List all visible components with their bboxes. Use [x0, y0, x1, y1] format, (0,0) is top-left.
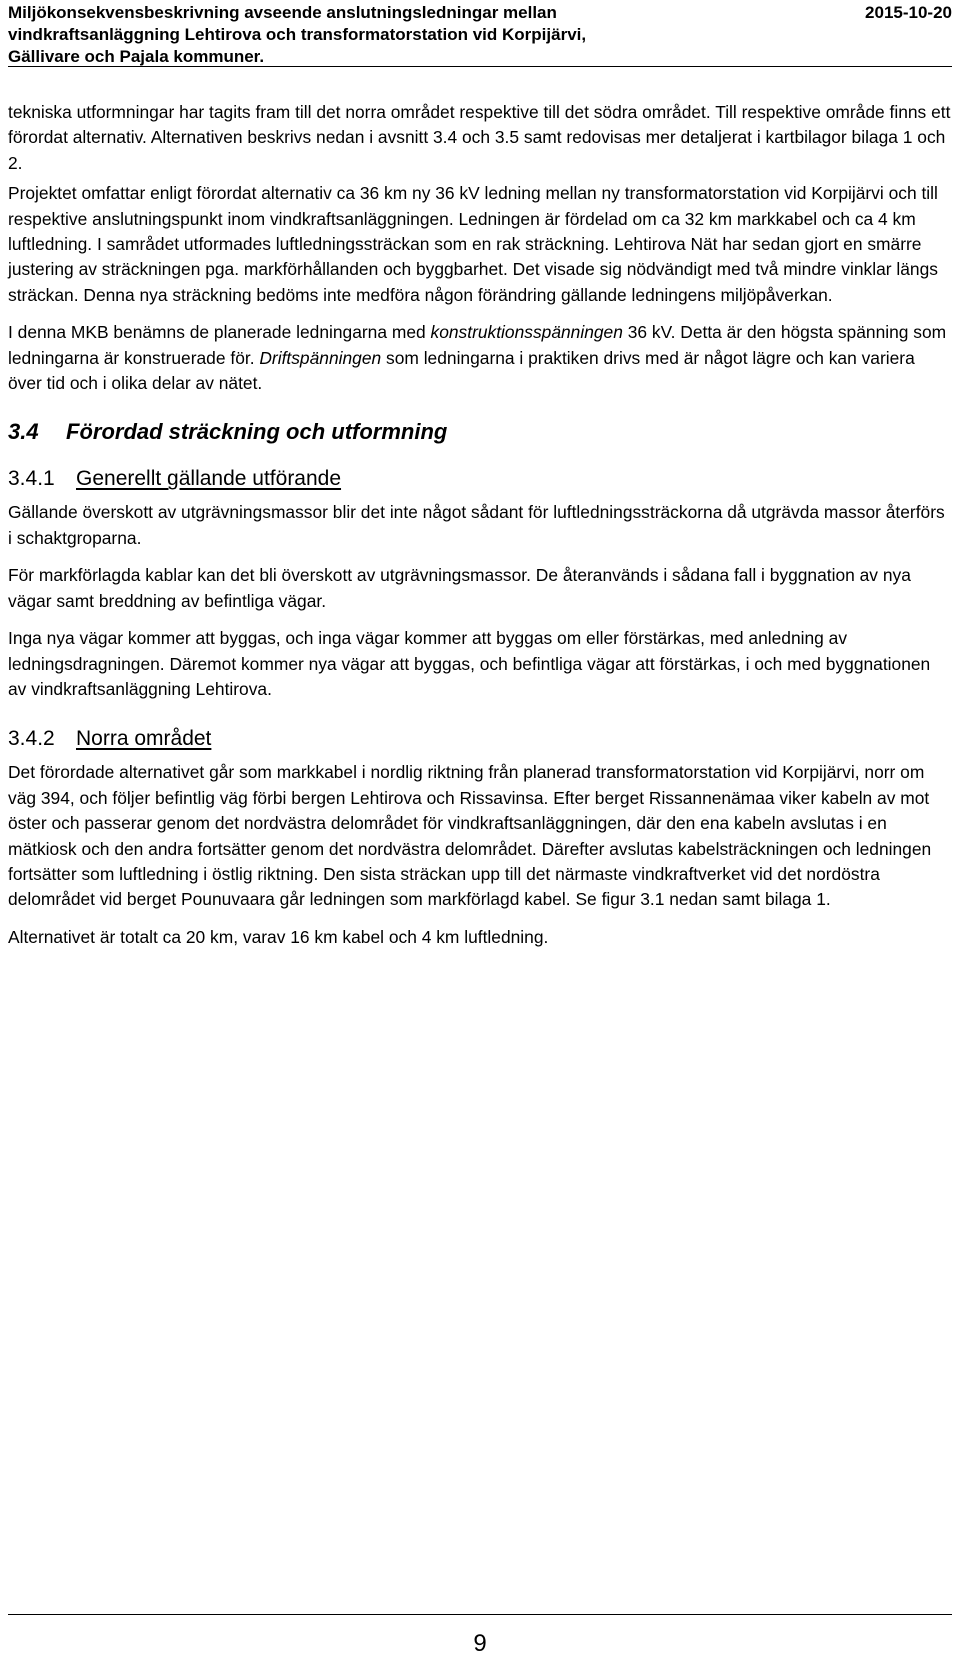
section-title: Förordad sträckning och utformning	[66, 419, 448, 445]
paragraph-excavation-cable: För markförlagda kablar kan det bli överskott av utgrävningsmassor. De återanvänds i sådana fall i byggnation av nya vägar samt breddning av befintliga vägar.	[8, 565, 911, 611]
paragraph-project-scope: Projektet omfattar enligt förordat alternativ ca 36 km ny 36 kV ledning mellan ny transformatorstation vid Korpijärvi och till respektive anslutningspunkt inom vindkraftsanläggningen. Ledningen är fördelad om ca 32 km markkabel och ca 4 km luftledning. I samrådet utformades luftledningssträckan som en rak sträckning. Lehtirova Nät har sedan gjort en smärre justering av sträckningen pga. markförhållanden och byggbarhet. Det visade sig nödvändigt med två mindre vinklar längs sträckan. Denna nya sträckning bedöms inte medföra någon förändring gällande ledningens miljöpåverkan.	[8, 183, 938, 305]
page-content	[8, 100, 952, 950]
header-title	[8, 2, 688, 68]
header-title-line-1: Miljökonsekvensbeskrivning avseende anslutningsledningar mellan	[8, 3, 557, 22]
footer-divider	[8, 1614, 952, 1615]
page-header	[8, 0, 952, 67]
header-title-line-2: vindkraftsanläggning Lehtirova och transformatorstation vid Korpijärvi,	[8, 25, 587, 44]
paragraph-intro: tekniska utformningar har tagits fram till det norra området respektive till det södra området. Till respektive område finns ett förordat alternativ. Alternativen beskrivs nedan i avsnitt 3.4 och 3.5 samt redovisas mer detaljerat i kartbilagor bilaga 1 och 2.	[8, 102, 951, 173]
voltage-term-operating: Driftspänningen	[259, 347, 382, 368]
section-heading-3-4-1	[8, 464, 952, 494]
section-number: 3.4	[8, 419, 39, 445]
subsection-number: 3.4.1	[8, 467, 55, 491]
voltage-text-b: 36 kV. Detta är den högsta spänning som ledningarna är konstruerade för.	[8, 322, 947, 368]
subsection-title: Generellt gällande utförande	[76, 467, 342, 491]
page-number: 9	[473, 1630, 487, 1657]
header-title-line-3: Gällivare och Pajala kommuner.	[8, 47, 265, 66]
header-date: 2015-10-20	[865, 3, 952, 22]
paragraph-excavation-overhead: Gällande överskott av utgrävningsmassor blir det inte något sådant för luftledningssträckorna då utgrävda massor återförs i schaktgroparna.	[8, 502, 945, 548]
section-heading-3-4-2	[8, 724, 952, 754]
subsection-number: 3.4.2	[8, 727, 55, 751]
subsection-title: Norra området	[76, 727, 212, 751]
voltage-text-a: I denna MKB benämns de planerade ledningarna med	[8, 322, 431, 343]
paragraph-northern-route: Det förordade alternativet går som markkabel i nordlig riktning från planerad transformatorstation vid Korpijärvi, norr om väg 394, och följer befintlig väg förbi bergen Lehtirova och Rissavinsa. Efter berget Rissannenämaa viker kabeln av mot öster och passerar genom det nordvästra delområdet för vindkraftsanläggningen, där den ena kabeln avslutas i en mätkiosk och den andra fortsätter genom det nordvästra delområdet. Därefter avslutas kabelsträckningen och ledningen fortsätter som luftledning i östlig riktning. Den sista sträckan upp till det närmaste vindkraftverket vid det nordöstra delområdet vid berget Pounuvaara går ledningen som markförlagd kabel. Se figur 3.1 nedan samt bilaga 1.	[8, 762, 932, 910]
paragraph-roads: Inga nya vägar kommer att byggas, och inga vägar kommer att byggas om eller förstärkas, med anledning av ledningsdragningen. Däremot kommer nya vägar att byggas, och befintliga vägar att förstärkas, i och med byggnationen av vindkraftsanläggning Lehtirova.	[8, 628, 931, 699]
voltage-term-construction: konstruktionsspänningen	[430, 322, 623, 343]
voltage-text-c: som ledningarna i praktiken drivs med är något lägre och kan variera över tid och i olika delar av nätet.	[8, 347, 915, 394]
paragraph-voltage	[8, 320, 952, 396]
section-heading-3-4	[8, 416, 952, 448]
paragraph-northern-total: Alternativet är totalt ca 20 km, varav 16 km kabel och 4 km luftledning.	[8, 926, 549, 947]
